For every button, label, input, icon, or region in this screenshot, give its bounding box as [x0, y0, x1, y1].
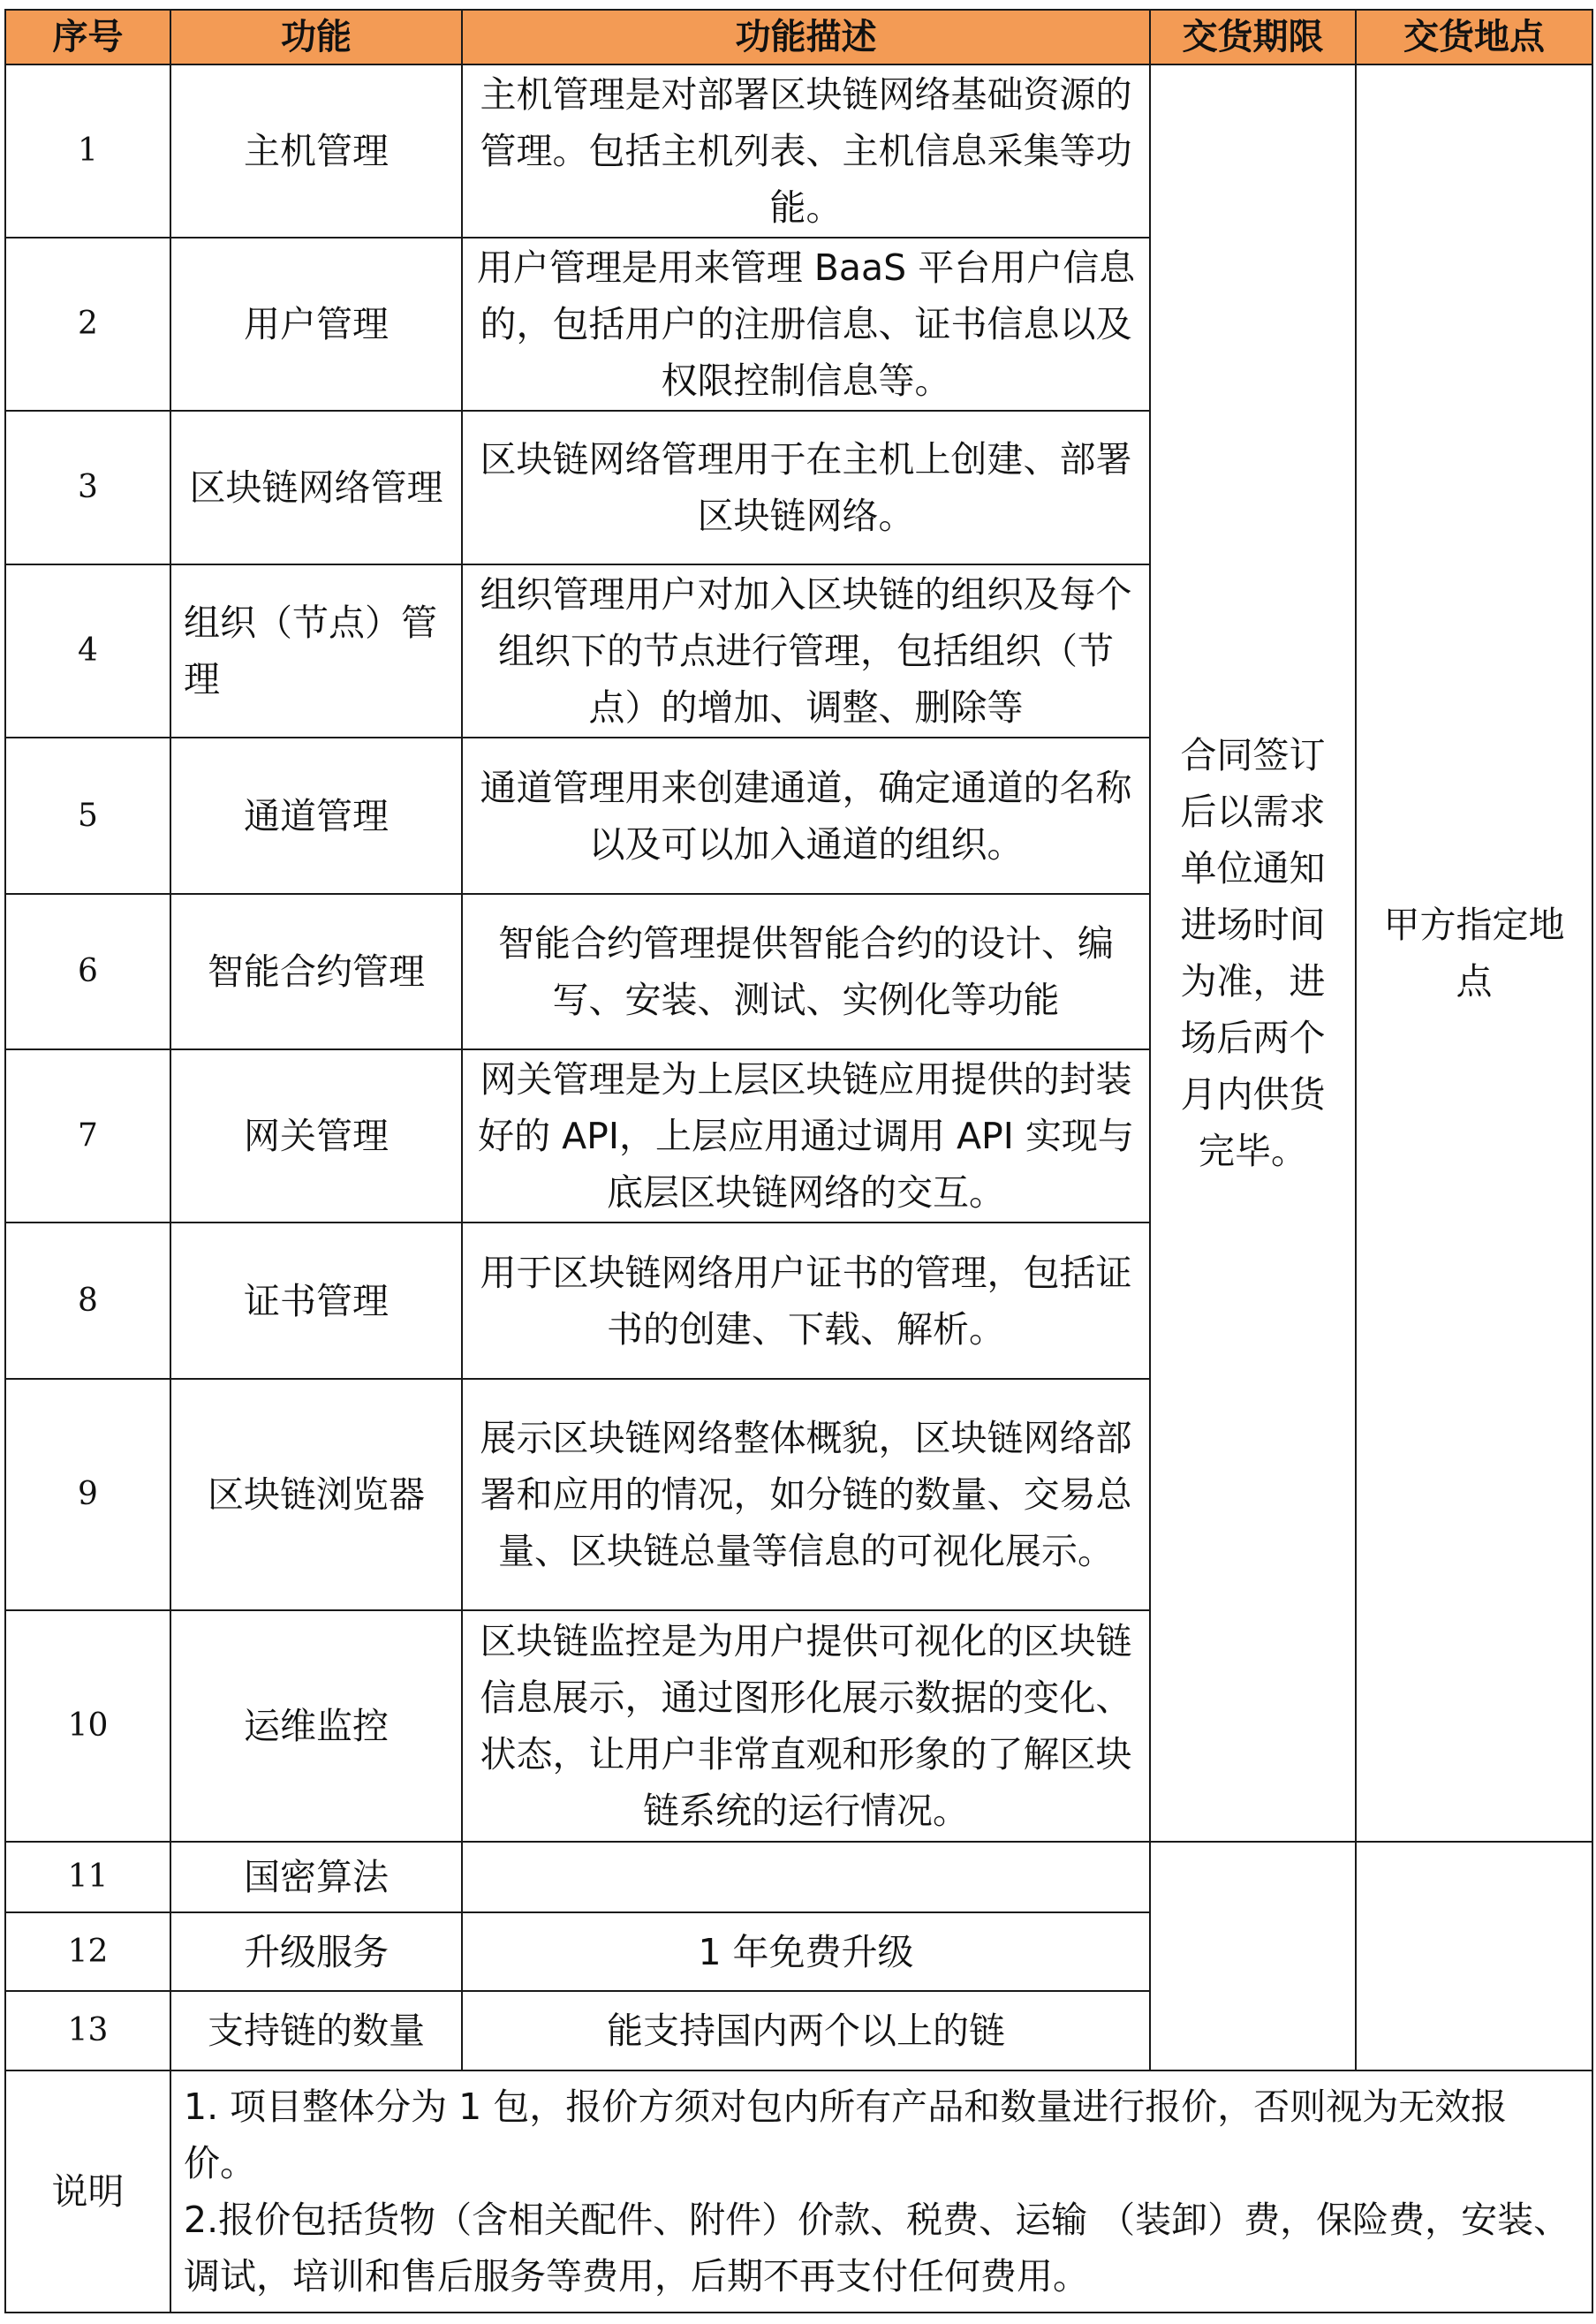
row-function: 运维监控: [170, 1610, 462, 1842]
deadline-empty-cell: [1150, 1842, 1356, 2070]
note-label: 说明: [5, 2070, 170, 2313]
row-seq: 6: [5, 894, 170, 1049]
delivery-location: 甲方指定地点: [1356, 64, 1592, 1842]
delivery-deadline: 合同签订后以需求单位通知进场时间为准，进场后两个月内供货完毕。: [1150, 64, 1356, 1842]
row-seq: 9: [5, 1379, 170, 1610]
row-seq: 10: [5, 1610, 170, 1842]
row-function: 区块链网络管理: [170, 411, 462, 564]
row-description: 用户管理是用来管理 BaaS 平台用户信息的，包括用户的注册信息、证书信息以及权限控制信息等。: [462, 238, 1150, 411]
row-function: 网关管理: [170, 1049, 462, 1223]
row-function: 组织（节点）管理: [170, 564, 462, 738]
row-function: 支持链的数量: [170, 1991, 462, 2070]
row-function: 智能合约管理: [170, 894, 462, 1049]
row-description: 区块链网络管理用于在主机上创建、部署区块链网络。: [462, 411, 1150, 564]
row-function: 用户管理: [170, 238, 462, 411]
row-description: 用于区块链网络用户证书的管理，包括证书的创建、下载、解析。: [462, 1223, 1150, 1379]
row-seq: 8: [5, 1223, 170, 1379]
header-seq: 序号: [5, 10, 170, 64]
header-function: 功能: [170, 10, 462, 64]
row-seq: 5: [5, 738, 170, 894]
row-seq: 11: [5, 1842, 170, 1912]
row-seq: 13: [5, 1991, 170, 2070]
row-function: 通道管理: [170, 738, 462, 894]
row-description: 网关管理是为上层区块链应用提供的封装好的 API，上层应用通过调用 API 实现与底层区块链网络的交互。: [462, 1049, 1150, 1223]
note-row: [5, 2070, 1592, 2313]
row-seq: 7: [5, 1049, 170, 1223]
row-description: 区块链监控是为用户提供可视化的区块链信息展示，通过图形化展示数据的变化、状态，让用户非常直观和形象的了解区块链系统的运行情况。: [462, 1610, 1150, 1842]
table-row: [5, 1842, 1592, 1912]
header-deadline: 交货期限: [1150, 10, 1356, 64]
row-function: 区块链浏览器: [170, 1379, 462, 1610]
row-seq: 4: [5, 564, 170, 738]
row-seq: 3: [5, 411, 170, 564]
row-description: 展示区块链网络整体概貌，区块链网络部署和应用的情况，如分链的数量、交易总量、区块链总量等信息的可视化展示。: [462, 1379, 1150, 1610]
row-seq: 12: [5, 1912, 170, 1991]
table-row: [5, 64, 1592, 238]
location-empty-cell: [1356, 1842, 1592, 2070]
row-description: 能支持国内两个以上的链: [462, 1991, 1150, 2070]
note-content: [170, 2070, 1592, 2313]
row-seq: 2: [5, 238, 170, 411]
row-seq: 1: [5, 64, 170, 238]
row-description: 组织管理用户对加入区块链的组织及每个组织下的节点进行管理，包括组织（节点）的增加、调整、删除等: [462, 564, 1150, 738]
note-line-2: 2.报价包括货物（含相关配件、附件）价款、税费、运输 （装卸）费，保险费，安装、调试，培训和售后服务等费用，后期不再支付任何费用。: [184, 2199, 1570, 2298]
delivery-table: [4, 9, 1593, 2313]
row-function: 升级服务: [170, 1912, 462, 1991]
header-description: 功能描述: [462, 10, 1150, 64]
row-function: 主机管理: [170, 64, 462, 238]
row-description: 智能合约管理提供智能合约的设计、编写、安装、测试、实例化等功能: [462, 894, 1150, 1049]
row-description: 主机管理是对部署区块链网络基础资源的管理。包括主机列表、主机信息采集等功能。: [462, 64, 1150, 238]
row-description: 1 年免费升级: [462, 1912, 1150, 1991]
note-line-1: 1. 项目整体分为 1 包，报价方须对包内所有产品和数量进行报价，否则视为无效报价。: [184, 2086, 1508, 2184]
header-row: [5, 10, 1592, 64]
row-function: 证书管理: [170, 1223, 462, 1379]
row-function: 国密算法: [170, 1842, 462, 1912]
row-description: 通道管理用来创建通道，确定通道的名称以及可以加入通道的组织。: [462, 738, 1150, 894]
header-location: 交货地点: [1356, 10, 1592, 64]
row-description: [462, 1842, 1150, 1912]
